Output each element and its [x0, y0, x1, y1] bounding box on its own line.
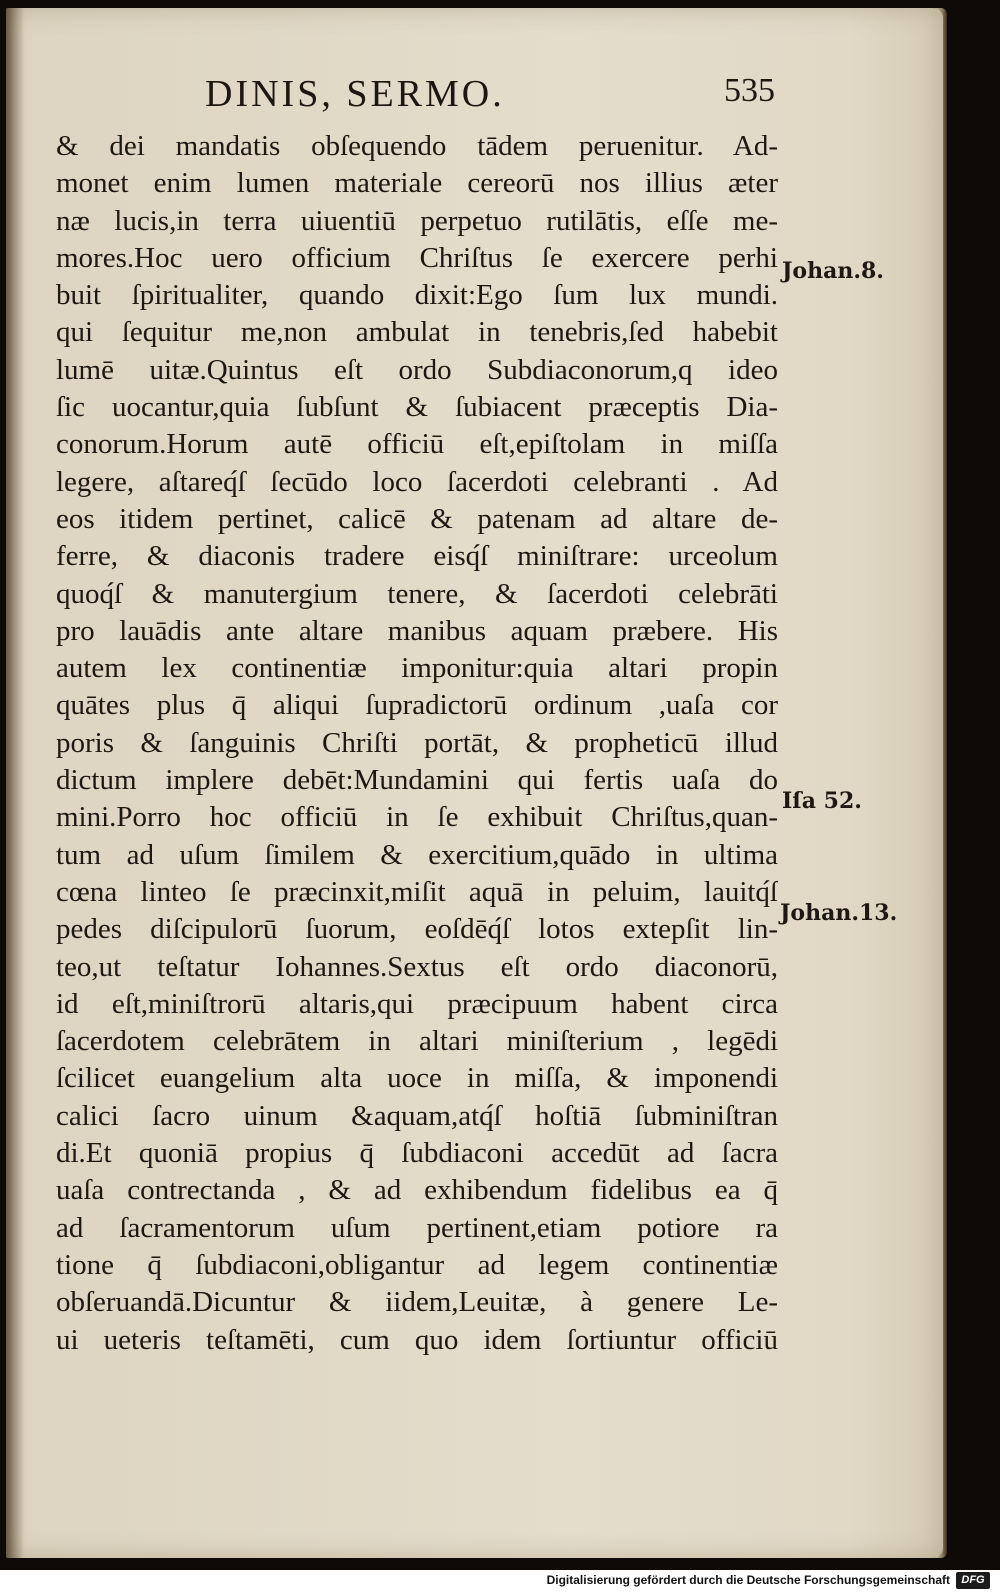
running-header [205, 72, 775, 122]
text-line: legere, aſtareq́ſ ſecūdo loco ſacerdoti celebranti . Ad [56, 465, 778, 498]
text-line: eos itidem pertinet, calicē & patenam ad altare de- [56, 502, 778, 535]
text-line: uaſa contrectanda , & ad exhibendum fidelibus ea q̄ [56, 1174, 778, 1207]
digitization-footer [0, 1570, 1000, 1593]
text-line: tum ad uſum ſimilem & exercitium,quādo in ultima [56, 838, 778, 871]
text-line: dictum implere debēt:Mundamini qui fertis uaſa do [56, 764, 778, 797]
margin-note-johan-13: Johan.13. [780, 900, 898, 926]
text-line: mini.Porro hoc officiū in ſe exhibuit Chriſtus,quan- [56, 801, 778, 834]
text-line: ſic uocantur,quia ſubſunt & ſubiacent præceptis Dia- [56, 391, 778, 424]
text-line: quoq́ſ & manutergium tenere, & ſacerdoti celebrāti [56, 577, 778, 610]
text-line: pedes diſcipulorū ſuorum, eoſdēq́ſ lotos extерſit lin- [56, 913, 778, 946]
text-line: ſacerdotem celebrātem in altari miniſterium , legēdi [56, 1025, 778, 1058]
text-line: cœna linteo ſe præcinxit,miſit aquā in peluim, lauitq́ſ [56, 875, 778, 908]
gutter-shadow [6, 8, 24, 1558]
text-line: teo,ut teſtatur Iohannes.Sextus eſt ordo diaconorū, [56, 950, 778, 983]
funding-credit: Digitalisierung gefördert durch die Deutsche Forschungsgemeinschaft [546, 1573, 950, 1587]
text-line: pro lauādis ante altare manibus aquam præbere. His [56, 614, 778, 647]
text-line: conorum.Horum autē officiū eſt,epiſtolam in miſſa [56, 428, 778, 461]
text-line: buit ſpiritualiter, quando dixit:Ego ſum lux mundi. [56, 279, 778, 312]
text-line: quātes plus q̄ aliqui ſupradictorū ordinum ,uaſa cor [56, 689, 778, 722]
text-line: di.Et quoniā propius q̄ ſubdiaconi accedūt ad ſacra [56, 1137, 778, 1170]
text-line: næ lucis,in terra uiuentiū perpetuo rutilātis, eſſe me- [56, 204, 778, 237]
text-line: ui ueteris teſtamēti, cum quo idem ſortiuntur officiū [56, 1323, 778, 1356]
text-line: obſeruandā.Dicuntur & iidem,Leuitæ, à genere Le- [56, 1286, 778, 1319]
text-line: calici ſacro uinum &aquam,atq́ſ hoſtiā ſubminiſtran [56, 1099, 778, 1132]
body-text-block [56, 128, 778, 1359]
margin-note-johan-8: Johan.8. [782, 258, 884, 284]
text-line: mores.Hoc uero officium Chriſtus ſe exercere perhi [56, 241, 778, 274]
text-line: poris & ſanguinis Chriſti portāt, & propheticū illud [56, 726, 778, 759]
text-line: qui ſequitur me,non ambulat in tenebris,ſed habebit [56, 316, 778, 349]
text-line: ad ſacramentorum uſum pertinent,etiam potiore ra [56, 1211, 778, 1244]
text-line: tione q̄ ſubdiaconi,obligantur ad legem continentiæ [56, 1248, 778, 1281]
text-line: monet enim lumen materiale cereorū nos illius æter [56, 167, 778, 200]
text-line: id eſt,miniſtrorū altaris,qui præcipuum habent circa [56, 987, 778, 1020]
running-title: DINIS, SERMO. [205, 73, 505, 115]
text-line: autem lex continentiæ imponitur:quia altari propin [56, 652, 778, 685]
margin-note-isa-52: Iſa 52. [782, 788, 862, 814]
text-line: ferre, & diaconis tradere eisq́ſ miniſtrare: urceolum [56, 540, 778, 573]
text-line: ſcilicet euangelium alta uoce in miſſa, & imponendi [56, 1062, 778, 1095]
text-line: lumē uitæ.Quintus eſt ordo Subdiaconorum,q ideo [56, 353, 778, 386]
dfg-logo: DFG [956, 1572, 990, 1589]
page-number: 535 [724, 72, 775, 109]
text-line: & dei mandatis obſequendo tādem peruenitur. Ad- [56, 130, 778, 162]
